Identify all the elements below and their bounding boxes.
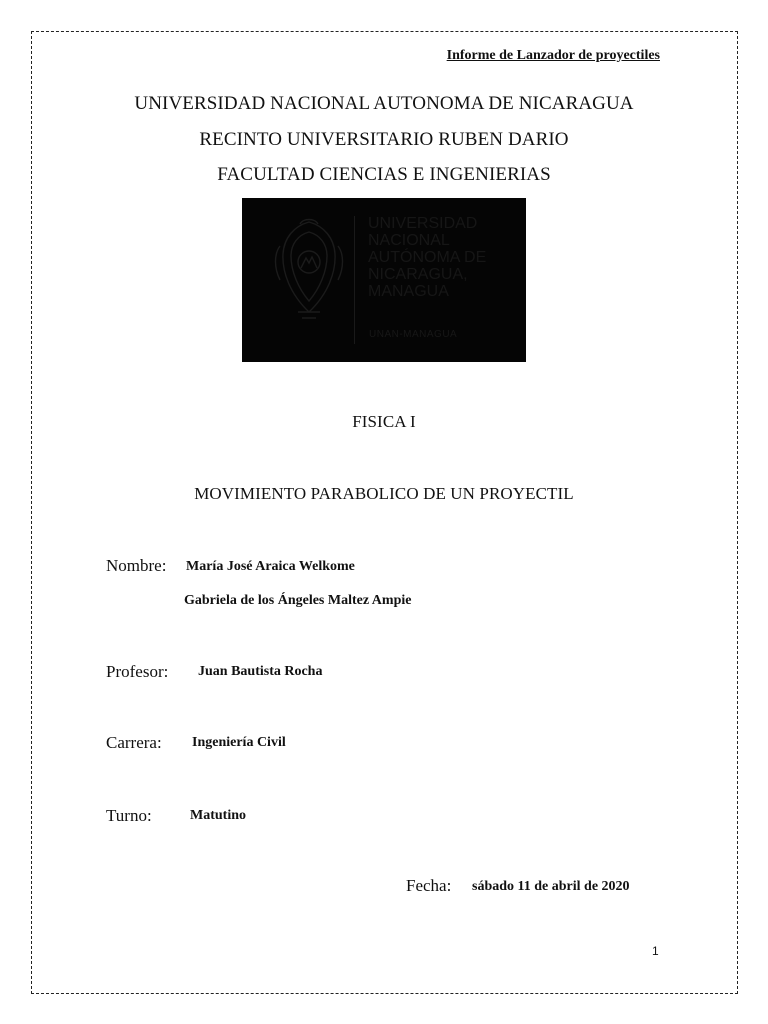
subject-title: FISICA I [352, 412, 416, 431]
logo-wordmark-line: UNIVERSIDAD [368, 215, 478, 232]
header-note: Informe de Lanzador de proyectiles [446, 48, 660, 63]
student-name: María José Araica Welkome [186, 559, 355, 574]
student-name: Gabriela de los Ángeles Maltez Ampie [184, 593, 412, 608]
logo-wordmark-line: NACIONAL [368, 232, 450, 249]
carrera-label: Carrera: [106, 733, 162, 752]
campus-name: RECINTO UNIVERSITARIO RUBEN DARIO [199, 129, 569, 150]
carrera-value: Ingeniería Civil [192, 735, 286, 750]
logo-divider [354, 216, 355, 344]
turno-label: Turno: [106, 806, 152, 825]
logo-wordmark-line: NICARAGUA, [368, 266, 468, 283]
logo-wordmark-line: AUTÓNOMA DE [368, 249, 487, 266]
turno-value: Matutino [190, 808, 246, 823]
university-seal-icon [270, 216, 348, 326]
faculty-name: FACULTAD CIENCIAS E INGENIERIAS [217, 164, 551, 185]
university-logo [242, 198, 526, 362]
fecha-label: Fecha: [406, 876, 452, 895]
profesor-label: Profesor: [106, 662, 169, 681]
fecha-value: sábado 11 de abril de 2020 [472, 879, 630, 894]
institution-name: UNIVERSIDAD NACIONAL AUTONOMA DE NICARAGUA [134, 93, 634, 114]
logo-subtitle: UNAN-MANAGUA [369, 329, 458, 340]
profesor-value: Juan Bautista Rocha [198, 664, 323, 679]
topic-title: MOVIMIENTO PARABOLICO DE UN PROYECTIL [194, 484, 574, 503]
page-number: 1 [652, 944, 659, 958]
logo-wordmark-line: MANAGUA [368, 283, 449, 300]
logo-wordmark [368, 215, 486, 300]
nombre-label: Nombre: [106, 556, 167, 575]
